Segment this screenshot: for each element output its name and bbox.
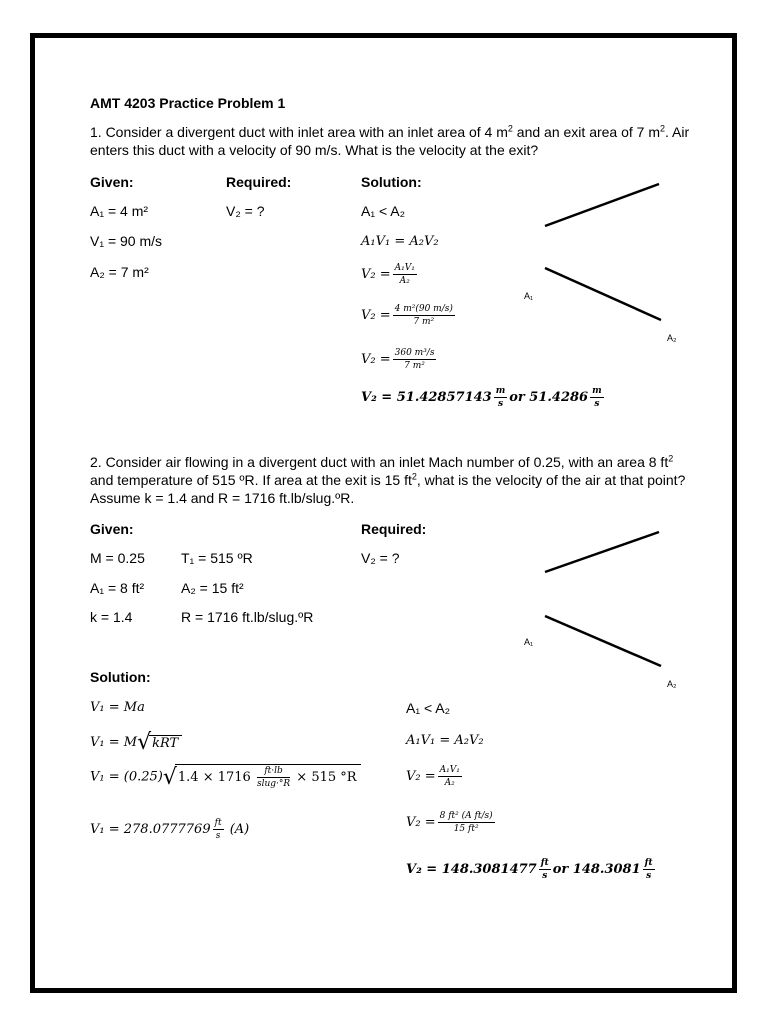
p2-given-a1: A₁ = 8 ft² <box>90 580 145 596</box>
p2-diagram-a2-label: A₂ <box>667 679 677 689</box>
p2-solution-heading: Solution: <box>90 669 151 685</box>
p2-required: V₂ = ? <box>361 550 400 566</box>
p2-step-substitute: V₂ = $\frac{\text{8 ft² (A ft/s)}}{\text{15 ft²}}$ <box>406 811 493 834</box>
p2-step-continuity: A₁V₁ = A₂V₂ <box>406 733 484 748</box>
p2-answer: V₂ = 148.3081477 $\frac{ft}{s}$ or 148.3081 $\frac{ft}{s}$ <box>406 858 653 881</box>
p2-step-v1-ma: V₁ = Ma <box>90 700 145 715</box>
p1-diagram-a2-label: A₂ <box>667 333 677 343</box>
p2-given-a2: A₂ = 15 ft² <box>181 580 244 596</box>
p2-step-v1-sqrt: V₁ = M√kRT <box>90 730 182 755</box>
p1-given-a2: A₂ = 7 m² <box>90 264 149 280</box>
document-title: AMT 4203 Practice Problem 1 <box>90 95 286 111</box>
problem-1-statement: 1. Consider a divergent duct with inlet area with an inlet area of 4 $m^2$ and an exit area of 7 $m^2$. Air enters this duct with a velocity of 90 m/s. What is the velocity at the exit? <box>90 123 690 158</box>
p1-step-formula: V₂ = $\frac{\text{A₁V₁}}{\text{A₂}}$ <box>361 263 415 286</box>
p2-step-v1-substitute: V₁ = (0.25)√1.4 × 1716 $\frac{ft\cdot lb}{\text{slug·°R}}$ × 515 °R <box>90 764 361 790</box>
p1-given-a1: A₁ = 4 m² <box>90 203 149 219</box>
p1-diagram-a1-label: A₁ <box>524 291 534 301</box>
p1-step-substitute: V₂ = $\frac{\text{4 m²(90 m/s)}}{\text{7 m²}}$ <box>361 304 453 327</box>
p1-required-heading: Required: <box>226 174 292 190</box>
p2-given-r: R = 1716 ft.lb/slug.ºR <box>181 609 314 625</box>
p1-required: V₂ = ? <box>226 203 265 219</box>
p1-duct-lower-wall <box>545 268 661 320</box>
p1-solution-heading: Solution: <box>361 174 422 190</box>
p1-given-heading: Given: <box>90 174 134 190</box>
p2-step-formula: V₂ = $\frac{\text{A₁V₁}}{\text{A₂}}$ <box>406 765 460 788</box>
p2-required-heading: Required: <box>361 521 427 537</box>
p1-given-v1: V₁ = 90 m/s <box>90 233 163 249</box>
p1-step-continuity: A₁V₁ = A₂V₂ <box>361 234 439 249</box>
p2-given-t1: T₁ = 515 ºR <box>181 550 253 566</box>
p2-step-area-compare: A₁ < A₂ <box>406 700 451 716</box>
p2-duct-upper-wall <box>545 532 659 572</box>
problem-2-statement: 2. Consider air flowing in a divergent duct with an inlet Mach number of 0.25, with an area 8 $ft^2$ and temperature of 515 ºR. If area at the exit is 15 $ft^2$, what is the velocity of the air at that point? Assume k = 1.4 and R = 1716 ft.lb/slug.ºR. <box>90 453 686 506</box>
p2-duct-lower-wall <box>545 616 661 666</box>
p2-given-k: k = 1.4 <box>90 609 133 625</box>
p2-given-heading: Given: <box>90 521 134 537</box>
p2-diagram-a1-label: A₁ <box>524 637 534 647</box>
p1-duct-upper-wall <box>545 184 659 226</box>
p2-given-mach: M = 0.25 <box>90 550 145 566</box>
p1-step-simplify: V₂ = $\frac{\text{360 m³/s}}{\text{7 m²}}$ <box>361 348 435 371</box>
p2-step-v1-result: V₁ = 278.0777769 $\frac{ft}{s}$ (A) <box>90 818 250 841</box>
p1-step-area-compare: A₁ < A₂ <box>361 203 406 219</box>
p1-answer: V₂ = 51.42857143 $\frac{m}{s}$ or 51.4286 $\frac{m}{s}$ <box>361 386 602 409</box>
